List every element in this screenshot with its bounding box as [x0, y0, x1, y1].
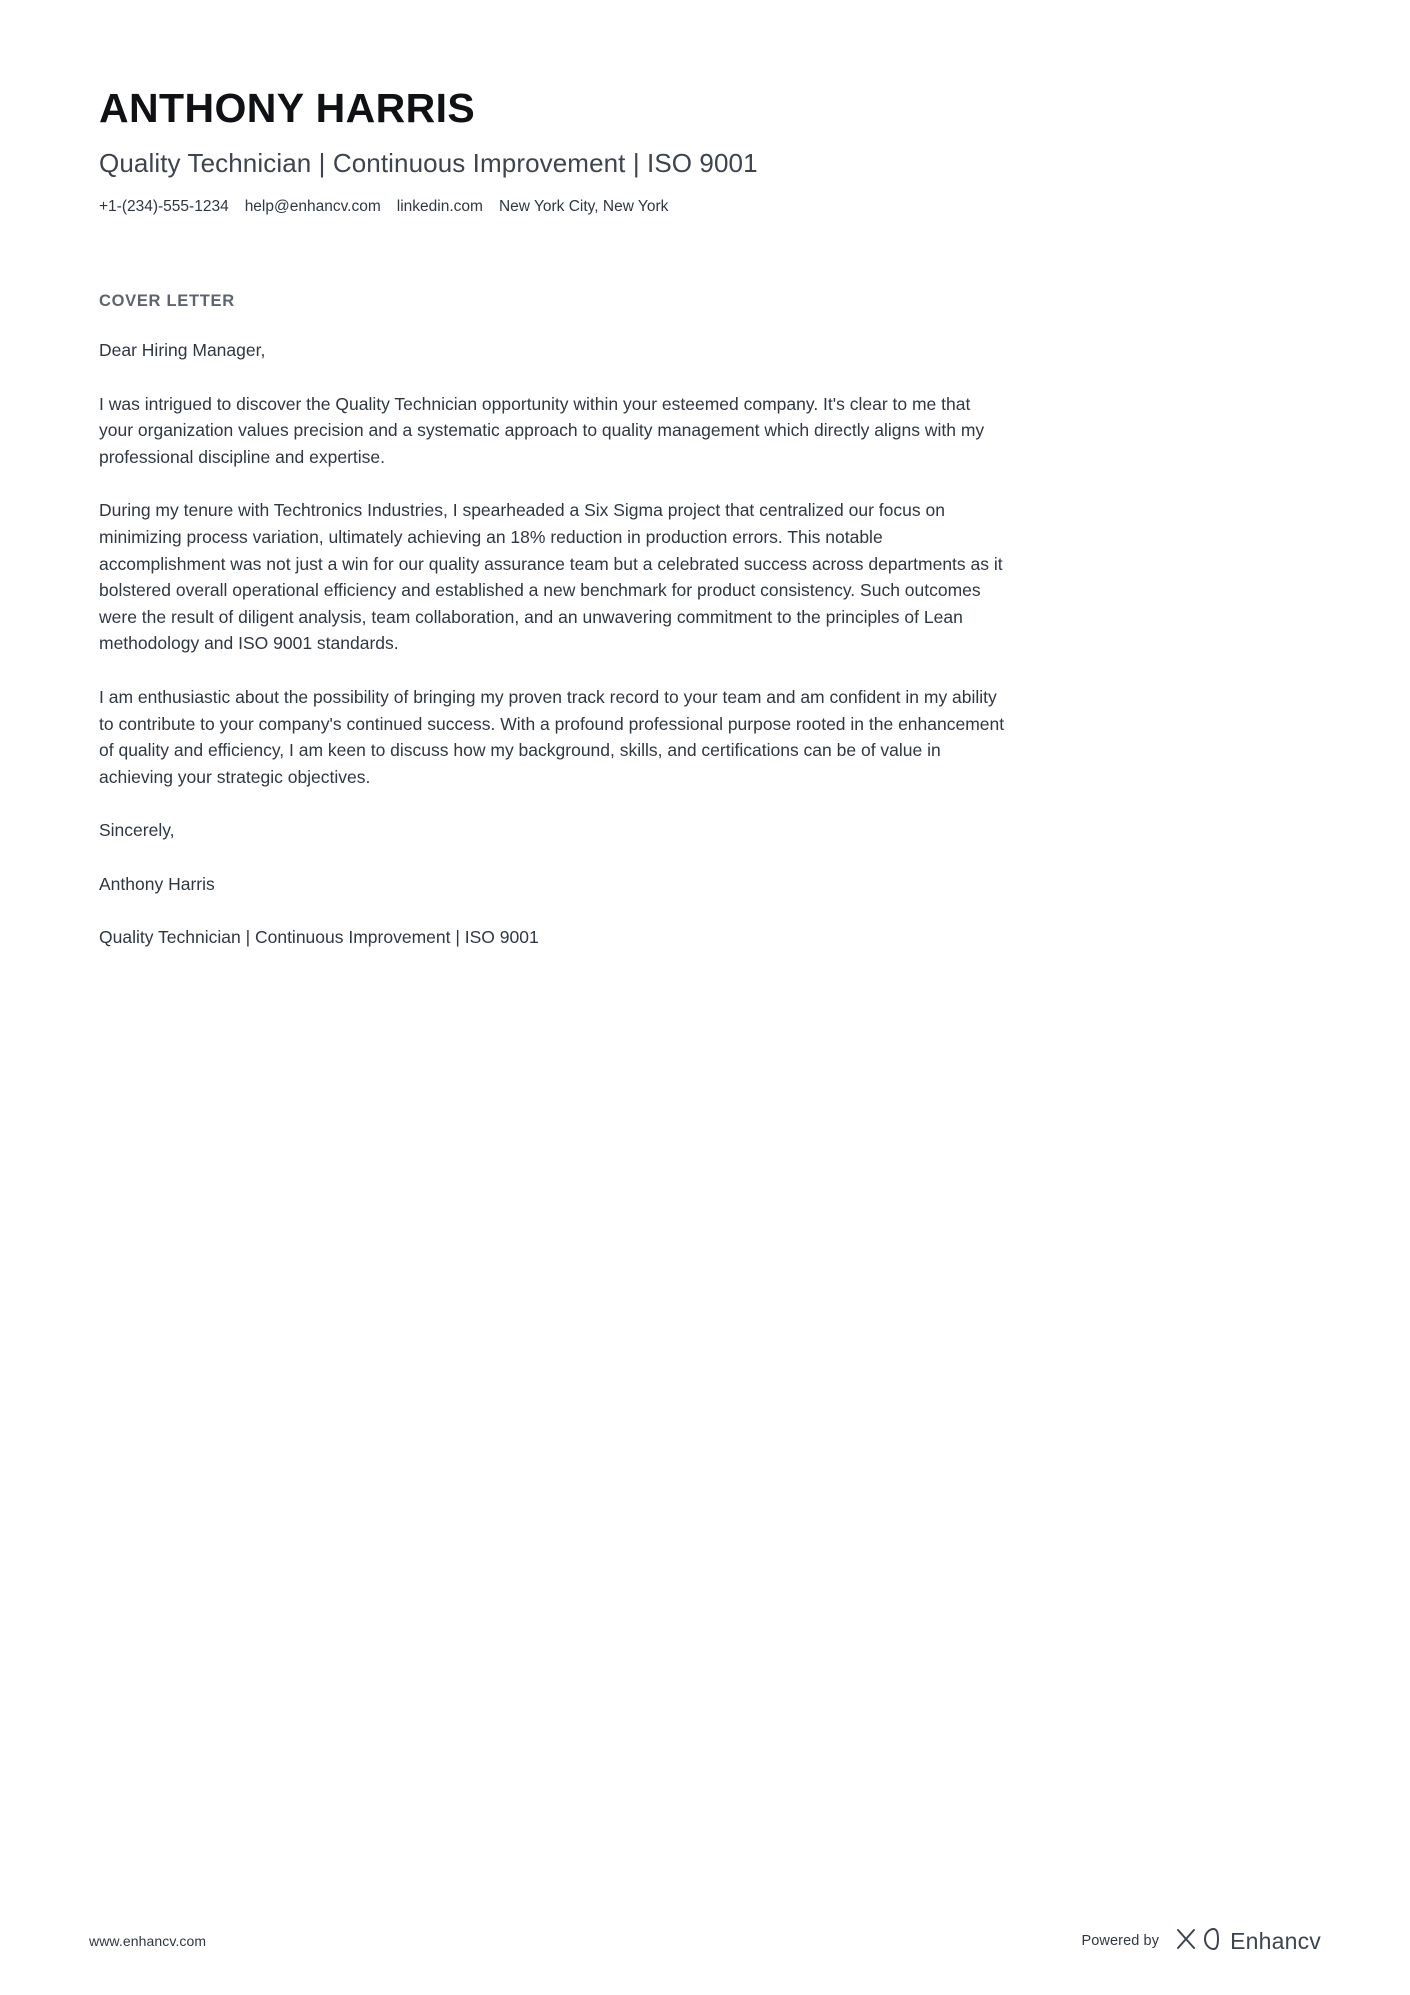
salutation: Dear Hiring Manager, [99, 340, 266, 361]
professional-headline: Quality Technician | Continuous Improvement | ISO 9001 [99, 148, 758, 179]
contact-location: New York City, New York [498, 198, 669, 216]
contact-email[interactable]: help@enhancv.com [244, 198, 381, 216]
enhancv-infinity-logo-icon [1175, 1926, 1219, 1957]
signature-name: Anthony Harris [99, 873, 215, 894]
contact-phone: +1-(234)-555-1234 [99, 198, 229, 216]
body-paragraph-3: I am enthusiastic about the possibility of bringing my proven track record to your team and am confident in my ability to contribute to your company's continued success. With a profound professional purpose rooted in the enhancement of quality and efficiency, I am keen to discuss how my background, skills, and certifications can be of value in achieving your strategic objectives. [99, 686, 1005, 787]
contact-details-row [99, 197, 1009, 217]
body-paragraph-2: During my tenure with Techtronics Industries, I spearheaded a Six Sigma project that centralized our focus on minimizing process variation, ultimately achieving an 18% reduction in production errors. This notable accomplishment was not just a win for our quality assurance team but a celebrated success across departments as it bolstered overall operational efficiency and established a new benchmark for product consistency. Such outcomes were the result of diligent analysis, team collaboration, and an unwavering commitment to the principles of Lean methodology and ISO 9001 standards. [99, 500, 1003, 654]
cover-letter-section [99, 292, 1009, 950]
signature-title: Quality Technician | Continuous Improvement | ISO 9001 [99, 926, 539, 947]
contact-linkedin[interactable]: linkedin.com [396, 198, 483, 216]
footer-website-link[interactable]: www.enhancv.com [89, 1933, 207, 1949]
document-content [99, 0, 1009, 950]
section-heading-cover-letter: COVER LETTER [99, 292, 235, 311]
document-header [99, 0, 1009, 217]
sign-off: Sincerely, [99, 820, 175, 841]
powered-by-label: Powered by [1081, 1933, 1160, 1949]
document-footer [0, 1887, 1410, 1995]
page-title: ANTHONY HARRIS [99, 85, 476, 131]
enhancv-brand-lockup[interactable] [1175, 1926, 1321, 1957]
body-paragraph-1: I was intrigued to discover the Quality Technician opportunity within your esteemed company. It's clear to me that your organization values precision and a systematic approach to quality management which directly aligns with my professional discipline and expertise. [99, 393, 985, 467]
footer-branding [1082, 1926, 1322, 1957]
enhancv-brand-name: Enhancv [1230, 1927, 1321, 1954]
